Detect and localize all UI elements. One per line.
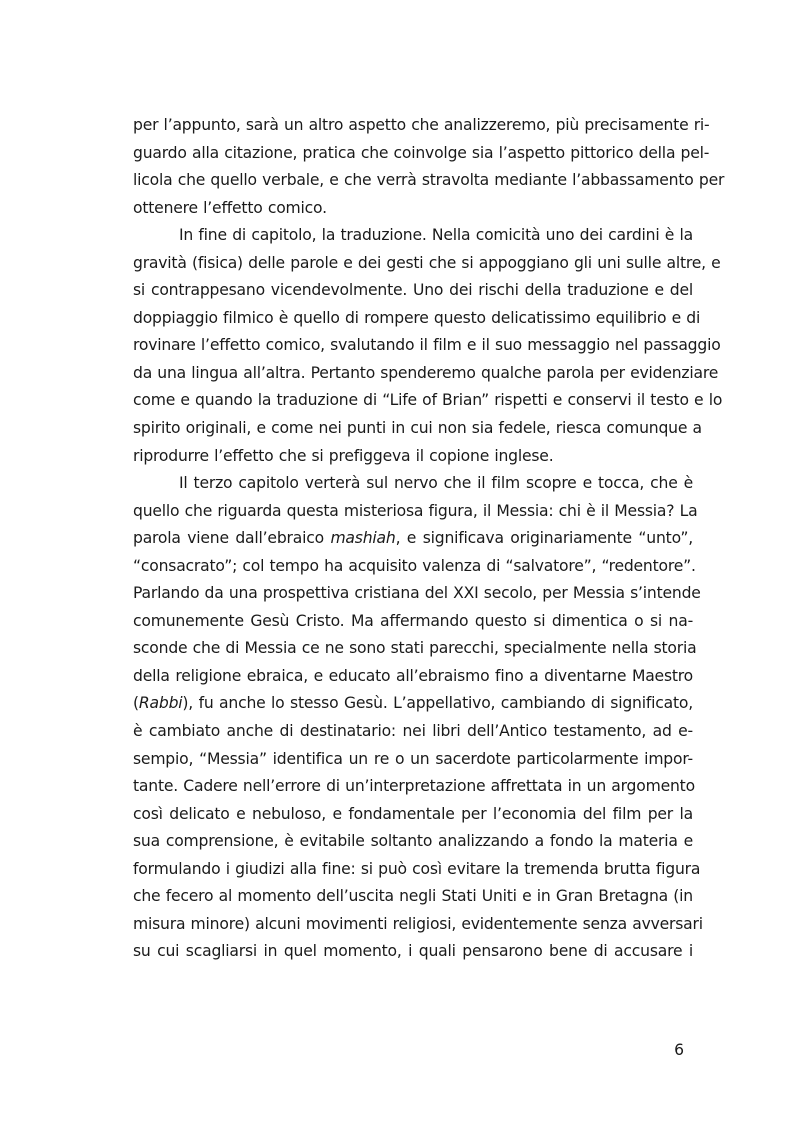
text-line — [133, 140, 710, 168]
italic-term: mashiah — [330, 529, 396, 548]
text-segment: si contrappesano vicendevolmente. Uno dei rischi della traduzione e del — [133, 281, 693, 300]
text-segment: per l’appunto, sarà un altro aspetto che analizzeremo, più precisamente ri- — [133, 116, 710, 134]
text-segment: così delicato e nebuloso, e fondamentale per l’economia del film per la — [133, 804, 693, 823]
text-segment: ( — [133, 694, 139, 713]
text-line — [133, 222, 693, 250]
text-segment: , e significava originariamente “unto”, — [395, 529, 693, 548]
text-segment: guardo alla citazione, pratica che coinvolge sia l’aspetto pittorico della pel- — [133, 143, 710, 162]
body-text — [133, 112, 725, 966]
text-segment: della religione ebraica, e educato all’ebraismo fino a diventarne Maestro — [133, 666, 693, 685]
text-segment: formulando i giudizi alla fine: si può così evitare la tremenda brutta figura — [133, 859, 701, 878]
text-line — [133, 883, 693, 911]
text-segment: ottenere l’effetto comico. — [133, 198, 327, 217]
text-line — [133, 801, 693, 829]
text-line — [133, 690, 693, 718]
text-line — [133, 250, 721, 278]
text-segment: sua comprensione, è evitabile soltanto analizzando a fondo la materia e — [133, 832, 693, 851]
text-line — [133, 773, 693, 801]
text-segment: su cui scagliarsi in quel momento, i quali pensarono bene di accusare i — [133, 942, 693, 961]
text-line — [133, 415, 702, 443]
text-line — [133, 553, 696, 581]
text-line — [133, 525, 693, 553]
text-segment: comunemente Gesù Cristo. Ma affermando questo si dimentica o si na- — [133, 611, 693, 630]
text-line — [133, 828, 693, 856]
text-segment: che fecero al momento dell’uscita negli Stati Uniti e in Gran Bretagna (in — [133, 887, 693, 906]
text-segment: licola che quello verbale, e che verrà stravolta mediante l’abbassamento per — [133, 171, 725, 190]
text-line — [133, 305, 701, 333]
text-segment: misura minore) alcuni movimenti religiosi, evidentemente senza avversari — [133, 914, 703, 933]
text-line — [133, 580, 701, 608]
text-line — [133, 911, 703, 939]
text-line — [133, 663, 693, 691]
text-segment: sconde che di Messia ce ne sono stati parecchi, specialmente nella storia — [133, 639, 697, 658]
text-segment: tante. Cadere nell’errore di un’interpretazione affrettata in un argomento — [133, 777, 695, 796]
text-line — [133, 167, 725, 195]
text-segment: doppiaggio filmico è quello di rompere questo delicatissimo equilibrio e di — [133, 308, 701, 327]
text-segment: parola viene dall’ebraico — [133, 529, 331, 548]
text-line — [133, 277, 693, 305]
page-number: 6 — [674, 1041, 684, 1059]
text-line — [133, 332, 721, 360]
text-segment: “consacrato”; col tempo ha acquisito valenza di “salvatore”, “redentore”. — [133, 556, 696, 575]
text-segment: rovinare l’effetto comico, svalutando il film e il suo messaggio nel passaggio — [133, 336, 721, 355]
text-segment: quello che riguarda questa misteriosa figura, il Messia: chi è il Messia? La — [133, 501, 698, 520]
text-line — [133, 608, 693, 636]
text-line — [133, 498, 698, 526]
text-segment: ), fu anche lo stesso Gesù. L’appellativo, cambiando di significato, — [182, 694, 693, 713]
text-segment: Parlando da una prospettiva cristiana del XXI secolo, per Messia s’intende — [133, 584, 701, 603]
text-line — [133, 112, 710, 140]
text-segment: sempio, “Messia” identifica un re o un sacerdote particolarmente impor- — [133, 749, 693, 768]
text-line — [133, 470, 693, 498]
italic-term: Rabbi — [138, 694, 183, 713]
text-line — [133, 938, 693, 966]
text-line — [133, 443, 693, 471]
text-segment: riprodurre l’effetto che si prefiggeva il copione inglese. — [133, 446, 554, 465]
text-segment: è cambiato anche di destinatario: nei libri dell’Antico testamento, ad e- — [133, 722, 693, 741]
text-segment: spirito originali, e come nei punti in cui non sia fedele, riesca comunque a — [133, 419, 702, 438]
text-line — [133, 635, 697, 663]
text-line — [133, 360, 719, 388]
text-segment: In fine di capitolo, la traduzione. Nella comicità uno dei cardini è la — [179, 226, 693, 245]
text-line — [133, 856, 701, 884]
text-segment: gravità (fisica) delle parole e dei gesti che si appoggiano gli uni sulle altre, e — [133, 253, 721, 272]
text-segment: da una lingua all’altra. Pertanto spenderemo qualche parola per evidenziare — [133, 363, 719, 382]
text-segment: come e quando la traduzione di “Life of Brian” rispetti e conservi il testo e lo — [133, 391, 723, 410]
text-line — [133, 718, 693, 746]
text-segment: Il terzo capitolo verterà sul nervo che il film scopre e tocca, che è — [179, 474, 693, 493]
text-line — [133, 387, 723, 415]
text-line — [133, 195, 693, 223]
text-line — [133, 746, 693, 774]
